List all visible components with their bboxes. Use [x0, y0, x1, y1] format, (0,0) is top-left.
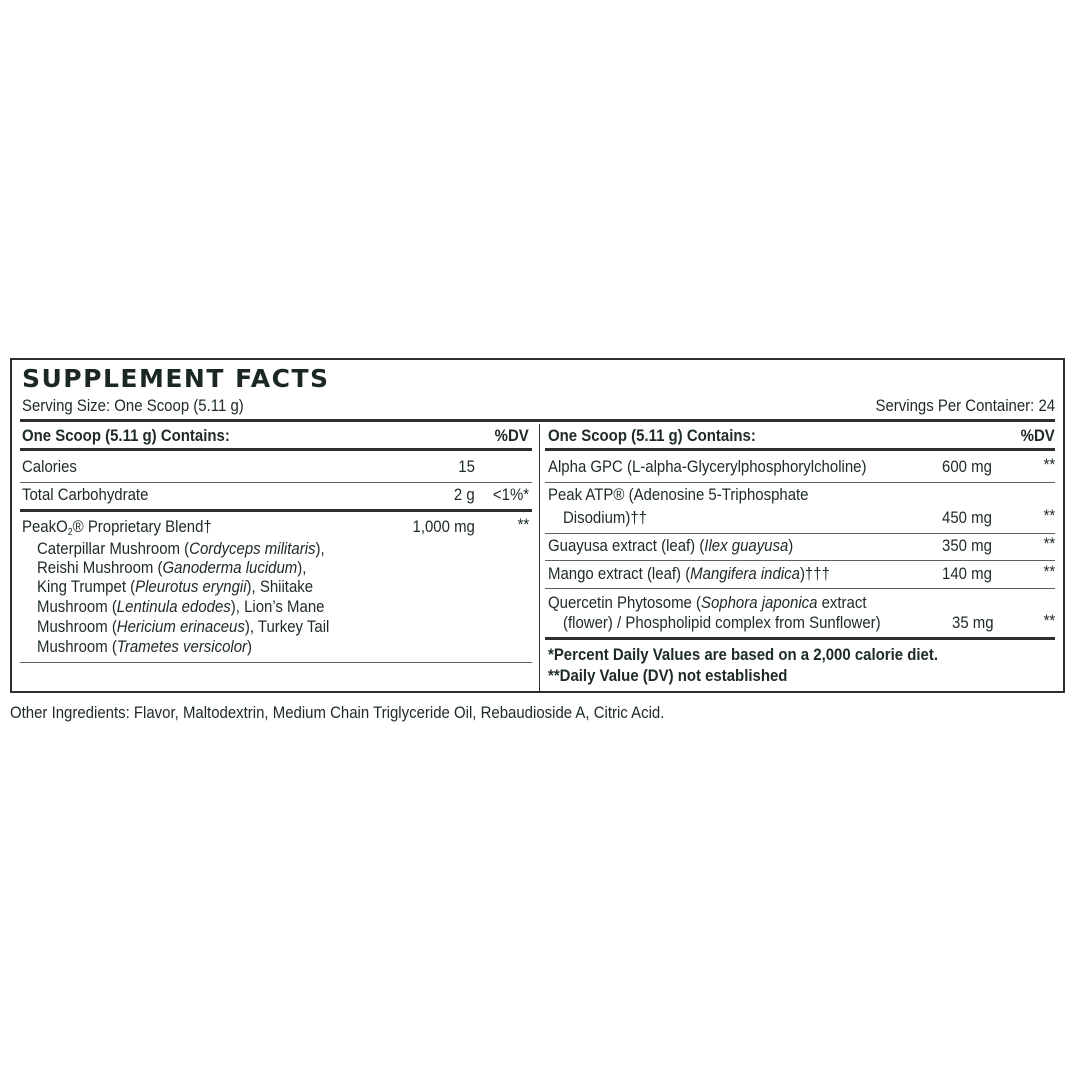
blend-amount: 1,000 mg: [412, 517, 475, 536]
left-bottom-rule: [20, 662, 532, 663]
quercetin-label-cont: (flower) / Phospholipid complex from Sunflower): [563, 613, 881, 632]
quercetin-label: Quercetin Phytosome (Sophora japonica extract: [548, 593, 867, 612]
total-carbohydrate-amount: 2 g: [454, 485, 475, 504]
total-carbohydrate-dv: <1%*: [492, 485, 529, 504]
blend-dv: **: [517, 515, 529, 534]
footnote-dv-not-established: **Daily Value (DV) not established: [548, 666, 788, 685]
peak-atp-label-cont: Disodium)††: [563, 508, 647, 527]
column-divider: [539, 424, 540, 693]
serving-size: Serving Size: One Scoop (5.11 g): [22, 396, 244, 415]
right-header-contains: One Scoop (5.11 g) Contains:: [548, 426, 756, 445]
blend-name: PeakO$_2$® Proprietary Blend†: [22, 517, 212, 538]
other-ingredients: Other Ingredients: Flavor, Maltodextrin, Medium Chain Triglyceride Oil, Rebaudioside A, Citric Acid.: [10, 703, 665, 722]
mango-label: Mango extract (leaf) (Mangifera indica)†††: [548, 564, 830, 583]
calories-amount: 15: [458, 457, 475, 476]
alpha-gpc-amount: 600 mg: [942, 457, 992, 476]
guayusa-dv: **: [1043, 534, 1055, 553]
guayusa-label: Guayusa extract (leaf) (Ilex guayusa): [548, 536, 794, 555]
peak-atp-label: Peak ATP® (Adenosine 5-Triphosphate: [548, 485, 809, 504]
total-carbohydrate-label: Total Carbohydrate: [22, 485, 149, 504]
panel-title: SUPPLEMENT FACTS: [22, 364, 330, 393]
mango-dv: **: [1043, 562, 1055, 581]
row-rule: [545, 533, 1055, 534]
blend-line: Mushroom (Lentinula edodes), Lion’s Mane: [37, 597, 325, 616]
peak-atp-amount: 450 mg: [942, 508, 992, 527]
blend-line: Reishi Mushroom (Ganoderma lucidum),: [37, 558, 307, 577]
quercetin-amount: 35 mg: [952, 613, 994, 632]
blend-top-rule: [20, 509, 532, 512]
servings-per-container: Servings Per Container: 24: [875, 396, 1055, 415]
blend-line: Caterpillar Mushroom (Cordyceps militaris),: [37, 539, 325, 558]
peak-atp-dv: **: [1043, 506, 1055, 525]
right-header-rule: [545, 448, 1055, 451]
mango-amount: 140 mg: [942, 564, 992, 583]
calories-label: Calories: [22, 457, 77, 476]
alpha-gpc-label: Alpha GPC (L-alpha-Glycerylphosphorylcholine): [548, 457, 867, 476]
header-top-rule: [20, 419, 1055, 422]
blend-line: Mushroom (Hericium erinaceus), Turkey Tail: [37, 617, 330, 636]
row-rule: [20, 482, 532, 483]
guayusa-amount: 350 mg: [942, 536, 992, 555]
alpha-gpc-dv: **: [1043, 455, 1055, 474]
row-rule: [545, 560, 1055, 561]
footnote-percent-dv: *Percent Daily Values are based on a 2,000 calorie diet.: [548, 645, 938, 664]
blend-line: Mushroom (Trametes versicolor): [37, 637, 253, 656]
blend-line: King Trumpet (Pleurotus eryngii), Shiitake: [37, 577, 314, 596]
row-rule: [545, 482, 1055, 483]
left-header-dv: %DV: [494, 426, 529, 445]
footnote-rule: [545, 637, 1055, 640]
supplement-facts-panel: [10, 358, 1065, 693]
right-header-dv: %DV: [1020, 426, 1055, 445]
left-header-contains: One Scoop (5.11 g) Contains:: [22, 426, 230, 445]
row-rule: [545, 588, 1055, 589]
left-header-rule: [20, 448, 532, 451]
quercetin-dv: **: [1043, 611, 1055, 630]
